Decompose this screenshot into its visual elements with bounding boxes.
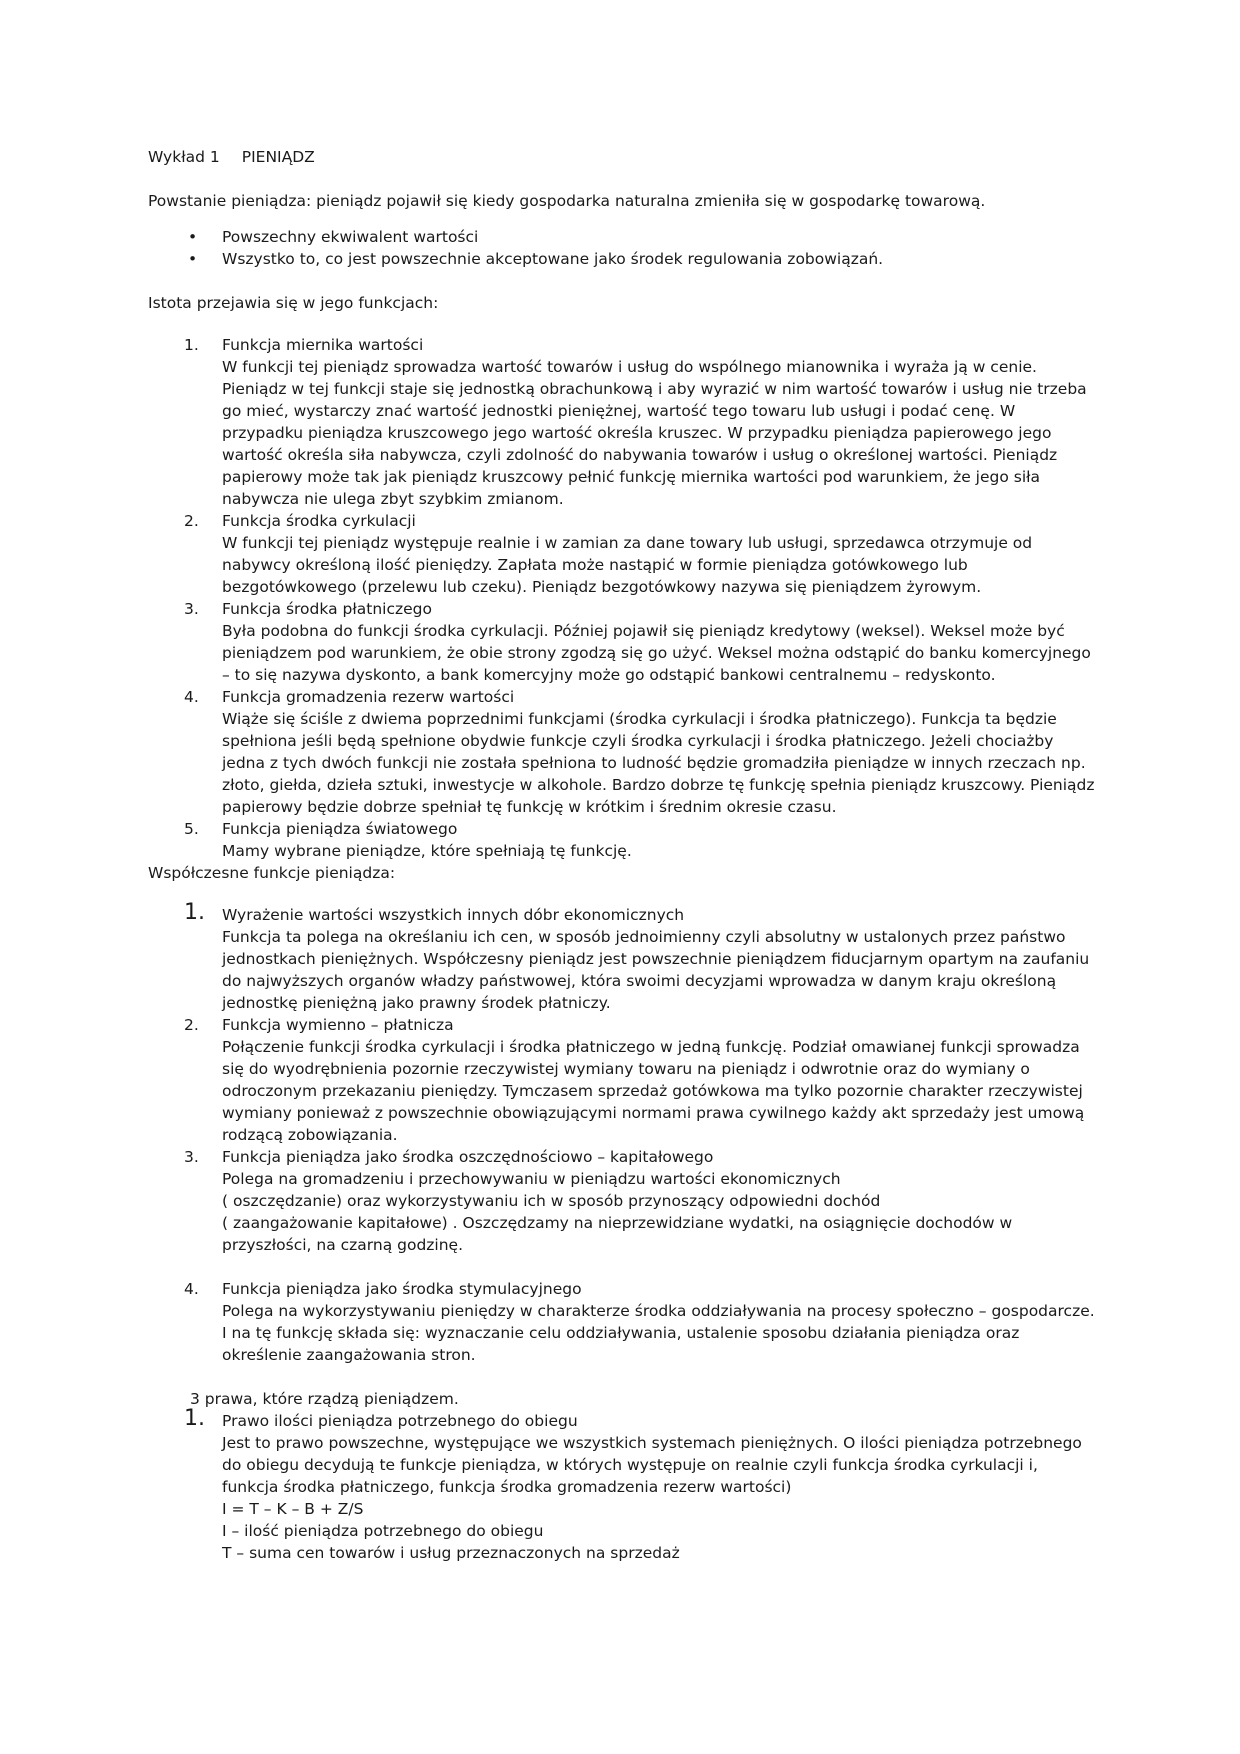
item-body: Wiąże się ściśle z dwiema poprzednimi funkcjami (środka cyrkulacji i środka płatniczego). Funkcja ta będzie spełniona jeśli będą spełnione obydwie funkcje czyli środka cyrkulacji i środka płatniczego. Jeżeli chociażby jedna z tych dwóch funkcji nie została spełniona to ludność będzie gromadziła pieniądze w innych rzeczach np. złoto, giełda, dzieła sztuki, inwestycje w alkohole. Bardzo dobrze tę funkcję spełnia pieniądz kruszcowy. Pieniądz papierowy będzie dobrze spełniał tę funkcję w krótkim i średnim okresie czasu. (222, 710, 1095, 816)
list-item (148, 1278, 1098, 1366)
item-number: 1. (184, 336, 199, 354)
item-body-line: Polega na gromadzeniu i przechowywaniu w pieniądzu wartości ekonomicznych (222, 1170, 841, 1188)
item-title: Wyrażenie wartości wszystkich innych dóbr ekonomicznych (222, 906, 685, 924)
item-body-line: ( zaangażowanie kapitałowe) . Oszczędzamy na nieprzewidziane wydatki, na osiągnięcie dochodów w przyszłości, na czarną godzinę. (222, 1214, 1013, 1254)
item-title: Funkcja gromadzenia rezerw wartości (222, 688, 515, 706)
item-body: Funkcja ta polega na określaniu ich cen, w sposób jednoimienny czyli absolutny w ustalonych przez państwo jednostkach pieniężnych. Współczesny pieniądz jest powszechnie pieniądzem fiducjarnym opartym na zaufaniu do najwyższych organów władzy państwowej, która swoimi decyzjami wprowadza w danym kraju określoną jednostkę pieniężną jako prawny środek płatniczy. (222, 928, 1090, 1012)
list-item (148, 510, 1098, 598)
list-item (148, 900, 1098, 1014)
item-body: W funkcji tej pieniądz występuje realnie i w zamian za dane towary lub usługi, sprzedawca otrzymuje od nabywcy określoną ilość pieniędzy. Zapłata może nastąpić w formie pieniądza gotówkowego lub bezgotówkowego (przelewu lub czeku). Pieniądz bezgotówkowy nazywa się pieniądzem żyrowym. (222, 534, 1033, 596)
lecture-title (148, 146, 1098, 168)
bullet-list (148, 226, 1098, 270)
item-title: Funkcja pieniądza światowego (222, 820, 458, 838)
item-title: Funkcja środka płatniczego (222, 600, 432, 618)
lecture-number: Wykład 1 (148, 148, 220, 166)
item-title: Funkcja miernika wartości (222, 336, 424, 354)
item-number: 2. (184, 1016, 199, 1034)
item-title: Funkcja wymienno – płatnicza (222, 1016, 454, 1034)
item-body: Polega na wykorzystywaniu pieniędzy w charakterze środka oddziaływania na procesy społeczno – gospodarcze. I na tę funkcję składa się: wyznaczanie celu oddziaływania, ustalenie sposobu działania pieniądza oraz określenie zaangażowania stron. (222, 1302, 1095, 1364)
item-number: 3. (184, 600, 199, 618)
modern-functions-heading: Współczesne funkcje pieniądza: (148, 864, 396, 882)
bullet-icon: • (188, 250, 198, 268)
item-number: 3. (184, 1148, 199, 1166)
list-item (148, 226, 1098, 248)
list-item (148, 818, 1098, 862)
definition-line: I – ilość pieniądza potrzebnego do obiegu (222, 1522, 544, 1540)
item-title: Funkcja pieniądza jako środka stymulacyjnego (222, 1280, 582, 1298)
document-page (148, 146, 1098, 1564)
list-item (148, 1406, 1098, 1564)
item-number: 4. (184, 688, 199, 706)
list-item (148, 598, 1098, 686)
bullet-icon: • (188, 228, 198, 246)
item-body-line: ( oszczędzanie) oraz wykorzystywaniu ich w sposób przynoszący odpowiedni dochód (222, 1192, 881, 1210)
definition-line: T – suma cen towarów i usług przeznaczonych na sprzedaż (222, 1544, 680, 1562)
modern-functions-list (148, 900, 1098, 1366)
item-body: Połączenie funkcji środka cyrkulacji i środka płatniczego w jedną funkcję. Podział omawianej funkcji sprowadza się do wyodrębnienia pozornie rzeczywistej wymiany towaru na pieniądz i odwrotnie oraz do wymiany o odroczonym przekazaniu pieniędzy. Tymczasem sprzedaż gotówkowa ma tylko pozornie charakter rzeczywistej wymiany ponieważ z powszechnie obowiązującymi normami prawa cywilnego każdy akt sprzedaży jest umową rodzącą zobowiązania. (222, 1038, 1085, 1144)
intro-paragraph: Powstanie pieniądza: pieniądz pojawił się kiedy gospodarka naturalna zmieniła się w gospodarkę towarową. (148, 192, 986, 210)
list-item (148, 334, 1098, 510)
item-body: Była podobna do funkcji środka cyrkulacji. Później pojawił się pieniądz kredytowy (weksel). Weksel może być pieniądzem pod warunkiem, że obie strony zgodzą się go użyć. Weksel można odstąpić do banku komercyjnego – to się nazywa dyskonto, a bank komercyjny może go odstąpić bankowi centralnemu – redyskonto. (222, 622, 1091, 684)
item-body: Mamy wybrane pieniądze, które spełniają tę funkcję. (222, 842, 632, 860)
item-body: W funkcji tej pieniądz sprowadza wartość towarów i usług do wspólnego mianownika i wyraża ją w cenie. Pieniądz w tej funkcji staje się jednostką obrachunkową i aby wyrazić w nim wartość towarów i usług nie trzeba go mieć, wystarczy znać wartość jednostki pieniężnej, wartość tego towaru lub usługi i podać cenę. W przypadku pieniądza kruszcowego jego wartość określa kruszec. W przypadku pieniądza papierowego jego wartość określa siła nabywcza, czyli zdolność do nabywania towarów i usług o określonej wartości. Pieniądz papierowy może tak jak pieniądz kruszcowy pełnić funkcję miernika wartości pod warunkiem, że jego siła nabywcza nie ulega zbyt szybkim zmianom. (222, 358, 1087, 508)
laws-list (148, 1406, 1098, 1564)
list-item (148, 686, 1098, 818)
item-body: Jest to prawo powszechne, występujące we wszystkich systemach pieniężnych. O ilości pieniądza potrzebnego do obiegu decydują te funkcje pieniądza, w których występuje on realnie czyli funkcja środka cyrkulacji i, funkcja środka płatniczego, funkcja środka gromadzenia rezerw wartości) (222, 1434, 1082, 1496)
bullet-text: Wszystko to, co jest powszechnie akceptowane jako środek regulowania zobowiązań. (222, 250, 884, 268)
item-number: 1. (184, 900, 205, 925)
list-item (148, 248, 1098, 270)
item-title: Prawo ilości pieniądza potrzebnego do obiegu (222, 1412, 578, 1430)
item-number: 5. (184, 820, 199, 838)
item-number: 2. (184, 512, 199, 530)
item-title: Funkcja pieniądza jako środka oszczędnościowo – kapitałowego (222, 1148, 714, 1166)
item-number: 4. (184, 1280, 199, 1298)
bullet-text: Powszechny ekwiwalent wartości (222, 228, 479, 246)
functions-list (148, 334, 1098, 862)
lecture-topic: PIENIĄDZ (241, 148, 315, 166)
list-item (148, 1014, 1098, 1146)
essence-heading: Istota przejawia się w jego funkcjach: (148, 294, 439, 312)
item-title: Funkcja środka cyrkulacji (222, 512, 416, 530)
item-number: 1. (184, 1406, 205, 1431)
list-item (148, 1146, 1098, 1256)
laws-heading: 3 prawa, które rządzą pieniądzem. (190, 1390, 459, 1408)
formula: I = T – K – B + Z/S (222, 1500, 364, 1518)
